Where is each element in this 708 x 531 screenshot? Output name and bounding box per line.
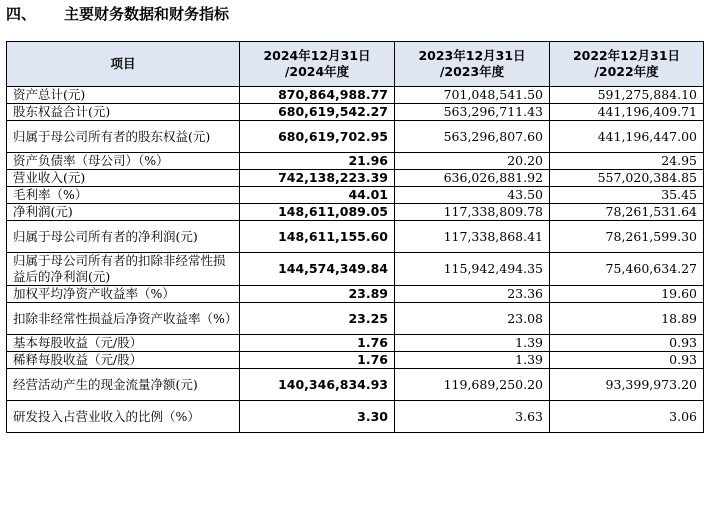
table-row <box>7 335 704 352</box>
header-2023-text: 2023年12月31日 /2023年度 <box>418 48 526 79</box>
table-row <box>7 303 704 335</box>
table-row <box>7 87 704 104</box>
row-label: 研发投入占营业收入的比例（%） <box>7 401 240 433</box>
section-title: 主要财务数据和财务指标 <box>64 5 230 23</box>
value-2024: 3.30 <box>240 401 395 433</box>
value-2022: 18.89 <box>550 303 704 335</box>
value-2023: 701,048,541.50 <box>395 87 550 104</box>
value-2023: 1.39 <box>395 335 550 352</box>
table-row <box>7 153 704 170</box>
value-2023: 119,689,250.20 <box>395 369 550 401</box>
value-2022: 78,261,599.30 <box>550 221 704 253</box>
value-2023: 20.20 <box>395 153 550 170</box>
value-2024: 680,619,542.27 <box>240 104 395 121</box>
value-2022: 3.06 <box>550 401 704 433</box>
value-2024: 1.76 <box>240 335 395 352</box>
row-label: 加权平均净资产收益率（%） <box>7 286 240 303</box>
value-2024: 23.89 <box>240 286 395 303</box>
row-label: 归属于母公司所有者的股东权益(元) <box>7 121 240 153</box>
header-2022-text: 2022年12月31日 /2022年度 <box>572 48 681 79</box>
header-2024-text: 2024年12月31日 /2024年度 <box>263 48 371 79</box>
table-row <box>7 121 704 153</box>
value-2023: 117,338,868.41 <box>395 221 550 253</box>
row-label: 营业收入(元) <box>7 170 240 187</box>
row-label: 归属于母公司所有者的净利润(元) <box>7 221 240 253</box>
row-label: 扣除非经常性损益后净资产收益率（%） <box>7 303 240 335</box>
header-2023 <box>395 42 550 87</box>
value-2023: 3.63 <box>395 401 550 433</box>
table-row <box>7 369 704 401</box>
header-item: 项目 <box>7 42 240 87</box>
table-row <box>7 352 704 369</box>
row-label: 基本每股收益（元/股） <box>7 335 240 352</box>
section-heading <box>6 2 229 26</box>
table-row <box>7 187 704 204</box>
value-2023: 23.08 <box>395 303 550 335</box>
value-2024: 140,346,834.93 <box>240 369 395 401</box>
value-2024: 148,611,089.05 <box>240 204 395 221</box>
value-2022: 93,399,973.20 <box>550 369 704 401</box>
table-body <box>7 87 704 433</box>
value-2024: 742,138,223.39 <box>240 170 395 187</box>
value-2022: 591,275,884.10 <box>550 87 704 104</box>
value-2023: 43.50 <box>395 187 550 204</box>
row-label: 稀释每股收益（元/股） <box>7 352 240 369</box>
value-2023: 563,296,711.43 <box>395 104 550 121</box>
value-2023: 636,026,881.92 <box>395 170 550 187</box>
value-2023: 23.36 <box>395 286 550 303</box>
value-2024: 21.96 <box>240 153 395 170</box>
value-2022: 78,261,531.64 <box>550 204 704 221</box>
value-2022: 75,460,634.27 <box>550 253 704 286</box>
value-2022: 441,196,409.71 <box>550 104 704 121</box>
table-row <box>7 221 704 253</box>
row-label: 净利润(元) <box>7 204 240 221</box>
value-2022: 0.93 <box>550 335 704 352</box>
value-2024: 1.76 <box>240 352 395 369</box>
value-2023: 563,296,807.60 <box>395 121 550 153</box>
value-2022: 0.93 <box>550 352 704 369</box>
value-2024: 148,611,155.60 <box>240 221 395 253</box>
value-2024: 44.01 <box>240 187 395 204</box>
value-2022: 441,196,447.00 <box>550 121 704 153</box>
value-2024: 870,864,988.77 <box>240 87 395 104</box>
row-label: 资产总计(元) <box>7 87 240 104</box>
value-2022: 35.45 <box>550 187 704 204</box>
row-label: 归属于母公司所有者的扣除非经常性损益后的净利润(元) <box>7 253 240 286</box>
row-label: 经营活动产生的现金流量净额(元) <box>7 369 240 401</box>
table-row <box>7 104 704 121</box>
table-row <box>7 401 704 433</box>
table-row <box>7 170 704 187</box>
header-2022 <box>550 42 704 87</box>
table-header-row <box>7 42 704 87</box>
header-2024 <box>240 42 395 87</box>
value-2023: 1.39 <box>395 352 550 369</box>
row-label: 资产负债率（母公司）（%） <box>7 153 240 170</box>
value-2023: 117,338,809.78 <box>395 204 550 221</box>
row-label: 毛利率（%） <box>7 187 240 204</box>
value-2024: 680,619,702.95 <box>240 121 395 153</box>
value-2024: 144,574,349.84 <box>240 253 395 286</box>
table-row <box>7 286 704 303</box>
row-label: 股东权益合计(元) <box>7 104 240 121</box>
value-2022: 19.60 <box>550 286 704 303</box>
section-number: 四、 <box>6 5 37 23</box>
value-2022: 557,020,384.85 <box>550 170 704 187</box>
value-2022: 24.95 <box>550 153 704 170</box>
table-row <box>7 204 704 221</box>
value-2023: 115,942,494.35 <box>395 253 550 286</box>
value-2024: 23.25 <box>240 303 395 335</box>
table-row <box>7 253 704 286</box>
financial-data-table <box>6 41 704 433</box>
